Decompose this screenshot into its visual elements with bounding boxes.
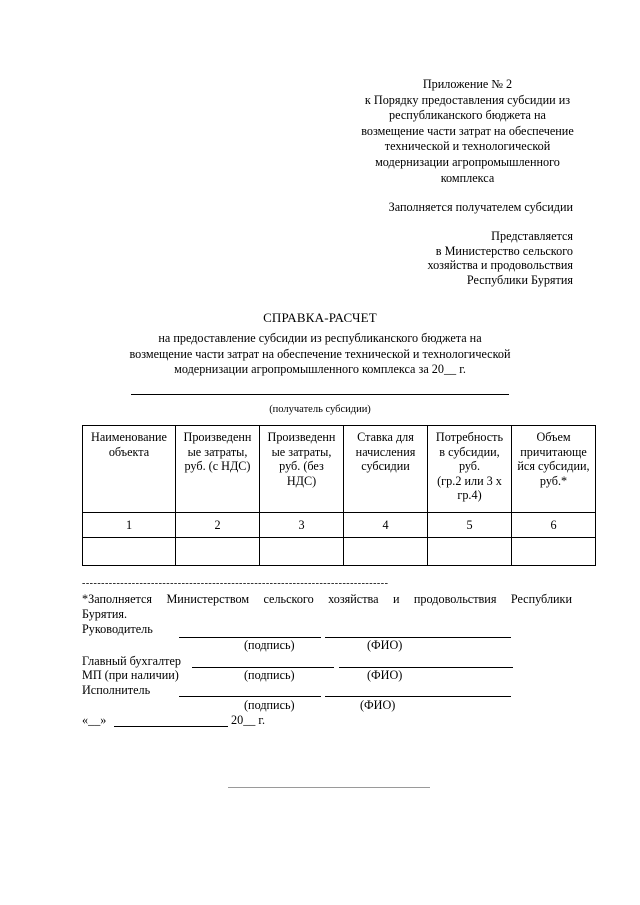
appendix-line: Приложение № 2 [422, 77, 513, 91]
appendix-line: возмещение части затрат на обеспечение [361, 123, 574, 138]
executor-name-line[interactable] [325, 696, 511, 697]
document-title: СПРАВКА-РАСЧЕТ [263, 310, 377, 325]
calculation-table [82, 425, 596, 566]
appendix-line: к Порядку предоставления субсидии из [364, 92, 571, 107]
executor-signature-line[interactable] [179, 696, 321, 697]
footnote-separator: -------------------------------------------------------------------------------- [82, 578, 389, 589]
presented-line: Республики Бурятия [466, 272, 573, 287]
table-header-row [83, 426, 596, 513]
signature-caption: (подпись) [244, 638, 295, 652]
name-caption: (ФИО) [367, 638, 403, 652]
subtitle-line: возмещение части затрат на обеспечение технической и технологической [129, 346, 511, 361]
recipient-caption: (получатель субсидии) [269, 404, 371, 415]
presented-line: в Министерство сельского [435, 243, 573, 258]
date-year-field: 20__ г. [231, 713, 266, 727]
column-number: 1 [83, 513, 176, 538]
footnote-line: Бурятия. [82, 607, 127, 621]
filled-by-note: Заполняется получателем субсидии [388, 200, 573, 214]
column-number: 5 [428, 513, 512, 538]
table-cell[interactable] [260, 538, 344, 566]
executor-label: Исполнитель [82, 683, 151, 697]
name-caption: (ФИО) [360, 698, 396, 712]
table-cell[interactable] [176, 538, 260, 566]
column-number: 2 [176, 513, 260, 538]
table-cell[interactable] [83, 538, 176, 566]
presented-line: хозяйства и продовольствия [427, 258, 573, 273]
seal-label: МП (при наличии) [82, 668, 179, 682]
subtitle-line: модернизации агропромышленного комплекса за 20__ г. [174, 362, 466, 377]
table-cell[interactable] [512, 538, 596, 566]
table-data-row [83, 538, 596, 566]
appendix-line: республиканского бюджета на [389, 108, 546, 123]
table-column-number-row [83, 513, 596, 538]
presented-to-block [330, 229, 573, 287]
column-number: 3 [260, 513, 344, 538]
footnote [82, 592, 572, 622]
chief-accountant-name-line[interactable] [339, 667, 513, 668]
column-number: 4 [344, 513, 428, 538]
table-cell[interactable] [344, 538, 428, 566]
head-label: Руководитель [82, 622, 153, 636]
bottom-separator-line [228, 787, 430, 788]
appendix-line: модернизации агропромышленного [375, 154, 560, 169]
document-subtitle [60, 331, 580, 378]
table-cell[interactable] [428, 538, 512, 566]
signature-caption: (подпись) [244, 668, 295, 682]
head-name-line[interactable] [325, 637, 511, 638]
appendix-line: технической и технологической [384, 139, 551, 154]
column-number: 6 [512, 513, 596, 538]
recipient-field-line[interactable] [131, 394, 509, 395]
signature-caption: (подпись) [244, 698, 295, 712]
header-object-name: Наименование объекта [83, 426, 176, 513]
appendix-header [330, 77, 605, 186]
subtitle-line: на предоставление субсидии из республиканского бюджета на [158, 331, 482, 345]
header-subsidy-amount: Объем причитающе йся субсидии, руб.* [512, 426, 596, 513]
chief-accountant-label: Главный бухгалтер [82, 654, 182, 668]
appendix-line: комплекса [440, 170, 495, 185]
date-day-field: «__» [82, 713, 107, 727]
header-subsidy-need: Потребность в субсидии, руб. (гр.2 или 3 х гр.4) [428, 426, 512, 513]
presented-line: Представляется [491, 229, 573, 243]
header-costs-without-vat: Произведенн ые затраты, руб. (без НДС) [260, 426, 344, 513]
date-month-line[interactable] [114, 726, 228, 727]
header-costs-with-vat: Произведенн ые затраты, руб. (с НДС) [176, 426, 260, 513]
name-caption: (ФИО) [367, 668, 403, 682]
header-subsidy-rate: Ставка для начисления субсидии [344, 426, 428, 513]
footnote-line: *Заполняется Министерством сельского хозяйства и продовольствия Республики [82, 592, 572, 606]
